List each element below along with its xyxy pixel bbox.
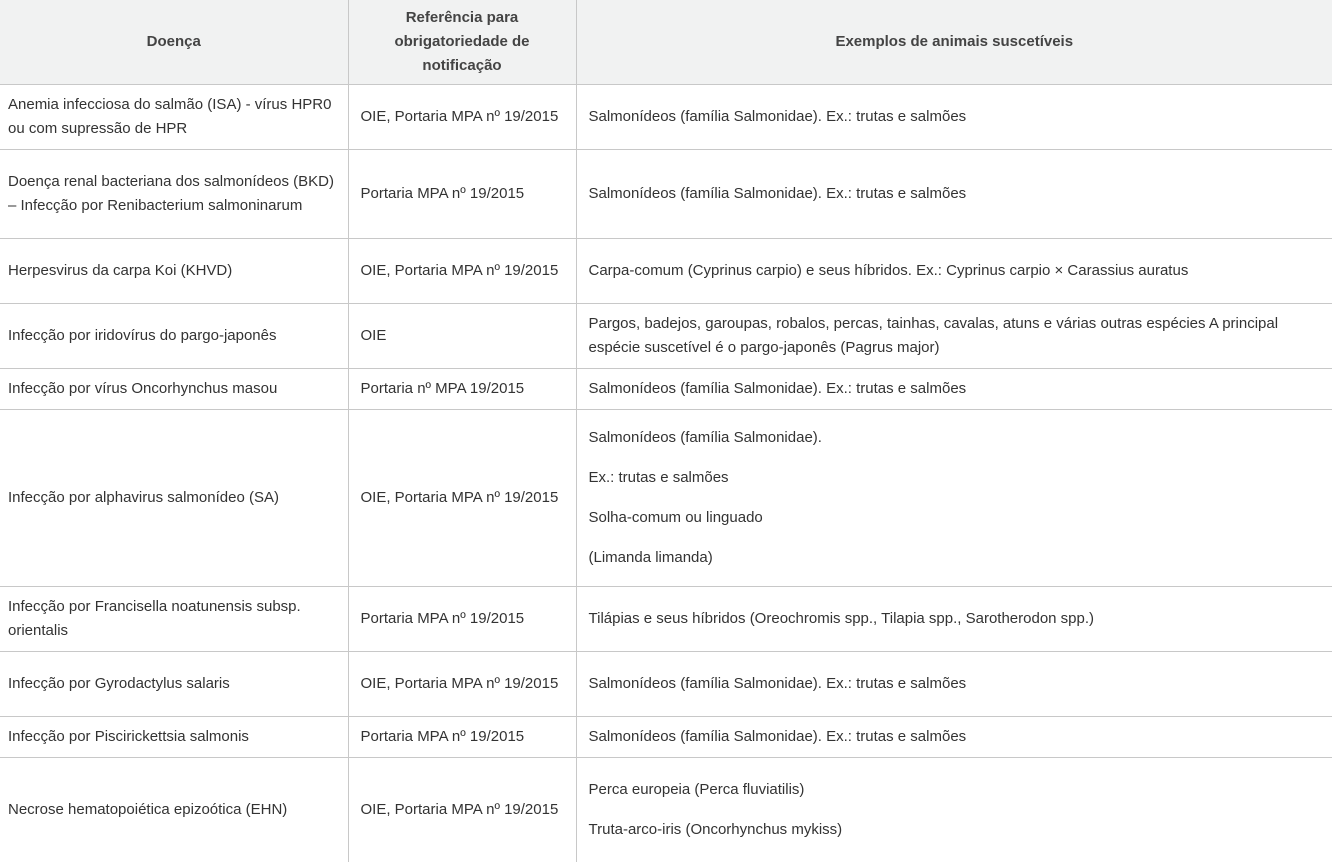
disease-cell: Infecção por Gyrodactylus salaris <box>0 652 348 717</box>
examples-cell <box>576 758 1332 862</box>
reference-cell: Portaria nº MPA 19/2015 <box>348 369 576 410</box>
disease-cell: Herpesvirus da carpa Koi (KHVD) <box>0 239 348 304</box>
disease-cell: Infecção por iridovírus do pargo-japonês <box>0 304 348 369</box>
table-row <box>0 369 1332 410</box>
disease-cell: Infecção por Piscirickettsia salmonis <box>0 717 348 758</box>
examples-text: Truta-arco-iris (Oncorhynchus mykiss) <box>589 818 1321 842</box>
table-row <box>0 239 1332 304</box>
header-reference: Referência para obrigatoriedade de notificação <box>348 0 576 85</box>
examples-cell <box>576 304 1332 369</box>
examples-text: Perca europeia (Perca fluviatilis) <box>589 778 1321 802</box>
examples-cell <box>576 717 1332 758</box>
table-row <box>0 717 1332 758</box>
examples-cell <box>576 587 1332 652</box>
header-disease: Doença <box>0 0 348 85</box>
reference-cell: OIE, Portaria MPA nº 19/2015 <box>348 239 576 304</box>
examples-cell <box>576 150 1332 239</box>
disease-cell: Infecção por Francisella noatunensis subsp. orientalis <box>0 587 348 652</box>
examples-text: Salmonídeos (família Salmonidae). Ex.: trutas e salmões <box>589 377 1321 401</box>
reference-cell: Portaria MPA nº 19/2015 <box>348 717 576 758</box>
examples-text: Solha-comum ou linguado <box>589 506 1321 530</box>
examples-text: Salmonídeos (família Salmonidae). Ex.: trutas e salmões <box>589 182 1321 206</box>
table-body <box>0 85 1332 862</box>
examples-text: Carpa-comum (Cyprinus carpio) e seus híbridos. Ex.: Cyprinus carpio × Carassius auratus <box>589 259 1321 283</box>
disease-cell: Infecção por alphavirus salmonídeo (SA) <box>0 410 348 587</box>
table-row <box>0 410 1332 587</box>
reference-cell: Portaria MPA nº 19/2015 <box>348 587 576 652</box>
table-row <box>0 85 1332 150</box>
examples-text: Salmonídeos (família Salmonidae). Ex.: trutas e salmões <box>589 672 1321 696</box>
reference-cell: OIE, Portaria MPA nº 19/2015 <box>348 758 576 862</box>
examples-cell <box>576 369 1332 410</box>
header-examples: Exemplos de animais suscetíveis <box>576 0 1332 85</box>
table-row <box>0 150 1332 239</box>
reference-cell: OIE <box>348 304 576 369</box>
disease-cell: Infecção por vírus Oncorhynchus masou <box>0 369 348 410</box>
reference-cell: OIE, Portaria MPA nº 19/2015 <box>348 85 576 150</box>
examples-text: Salmonídeos (família Salmonidae). <box>589 426 1321 450</box>
examples-text: Tilápias e seus híbridos (Oreochromis spp., Tilapia spp., Sarotherodon spp.) <box>589 607 1321 631</box>
disease-cell: Doença renal bacteriana dos salmonídeos (BKD) – Infecção por Renibacterium salmoninarum <box>0 150 348 239</box>
examples-text: (Limanda limanda) <box>589 546 1321 570</box>
reference-cell: Portaria MPA nº 19/2015 <box>348 150 576 239</box>
table-row <box>0 652 1332 717</box>
table-row <box>0 304 1332 369</box>
table-row <box>0 758 1332 862</box>
examples-text: Salmonídeos (família Salmonidae). Ex.: trutas e salmões <box>589 105 1321 129</box>
reference-cell: OIE, Portaria MPA nº 19/2015 <box>348 410 576 587</box>
examples-text: Ex.: trutas e salmões <box>589 466 1321 490</box>
disease-cell: Necrose hematopoiética epizoótica (EHN) <box>0 758 348 862</box>
examples-cell <box>576 410 1332 587</box>
table-row <box>0 587 1332 652</box>
reference-cell: OIE, Portaria MPA nº 19/2015 <box>348 652 576 717</box>
examples-cell <box>576 85 1332 150</box>
disease-cell: Anemia infecciosa do salmão (ISA) - vírus HPR0 ou com supressão de HPR <box>0 85 348 150</box>
examples-cell <box>576 239 1332 304</box>
examples-cell <box>576 652 1332 717</box>
table-header <box>0 0 1332 85</box>
examples-text: Salmonídeos (família Salmonidae). Ex.: trutas e salmões <box>589 725 1321 749</box>
examples-text: Pargos, badejos, garoupas, robalos, percas, tainhas, cavalas, atuns e várias outras espécies A principal espécie suscetível é o pargo-japonês (Pagrus major) <box>589 312 1321 360</box>
